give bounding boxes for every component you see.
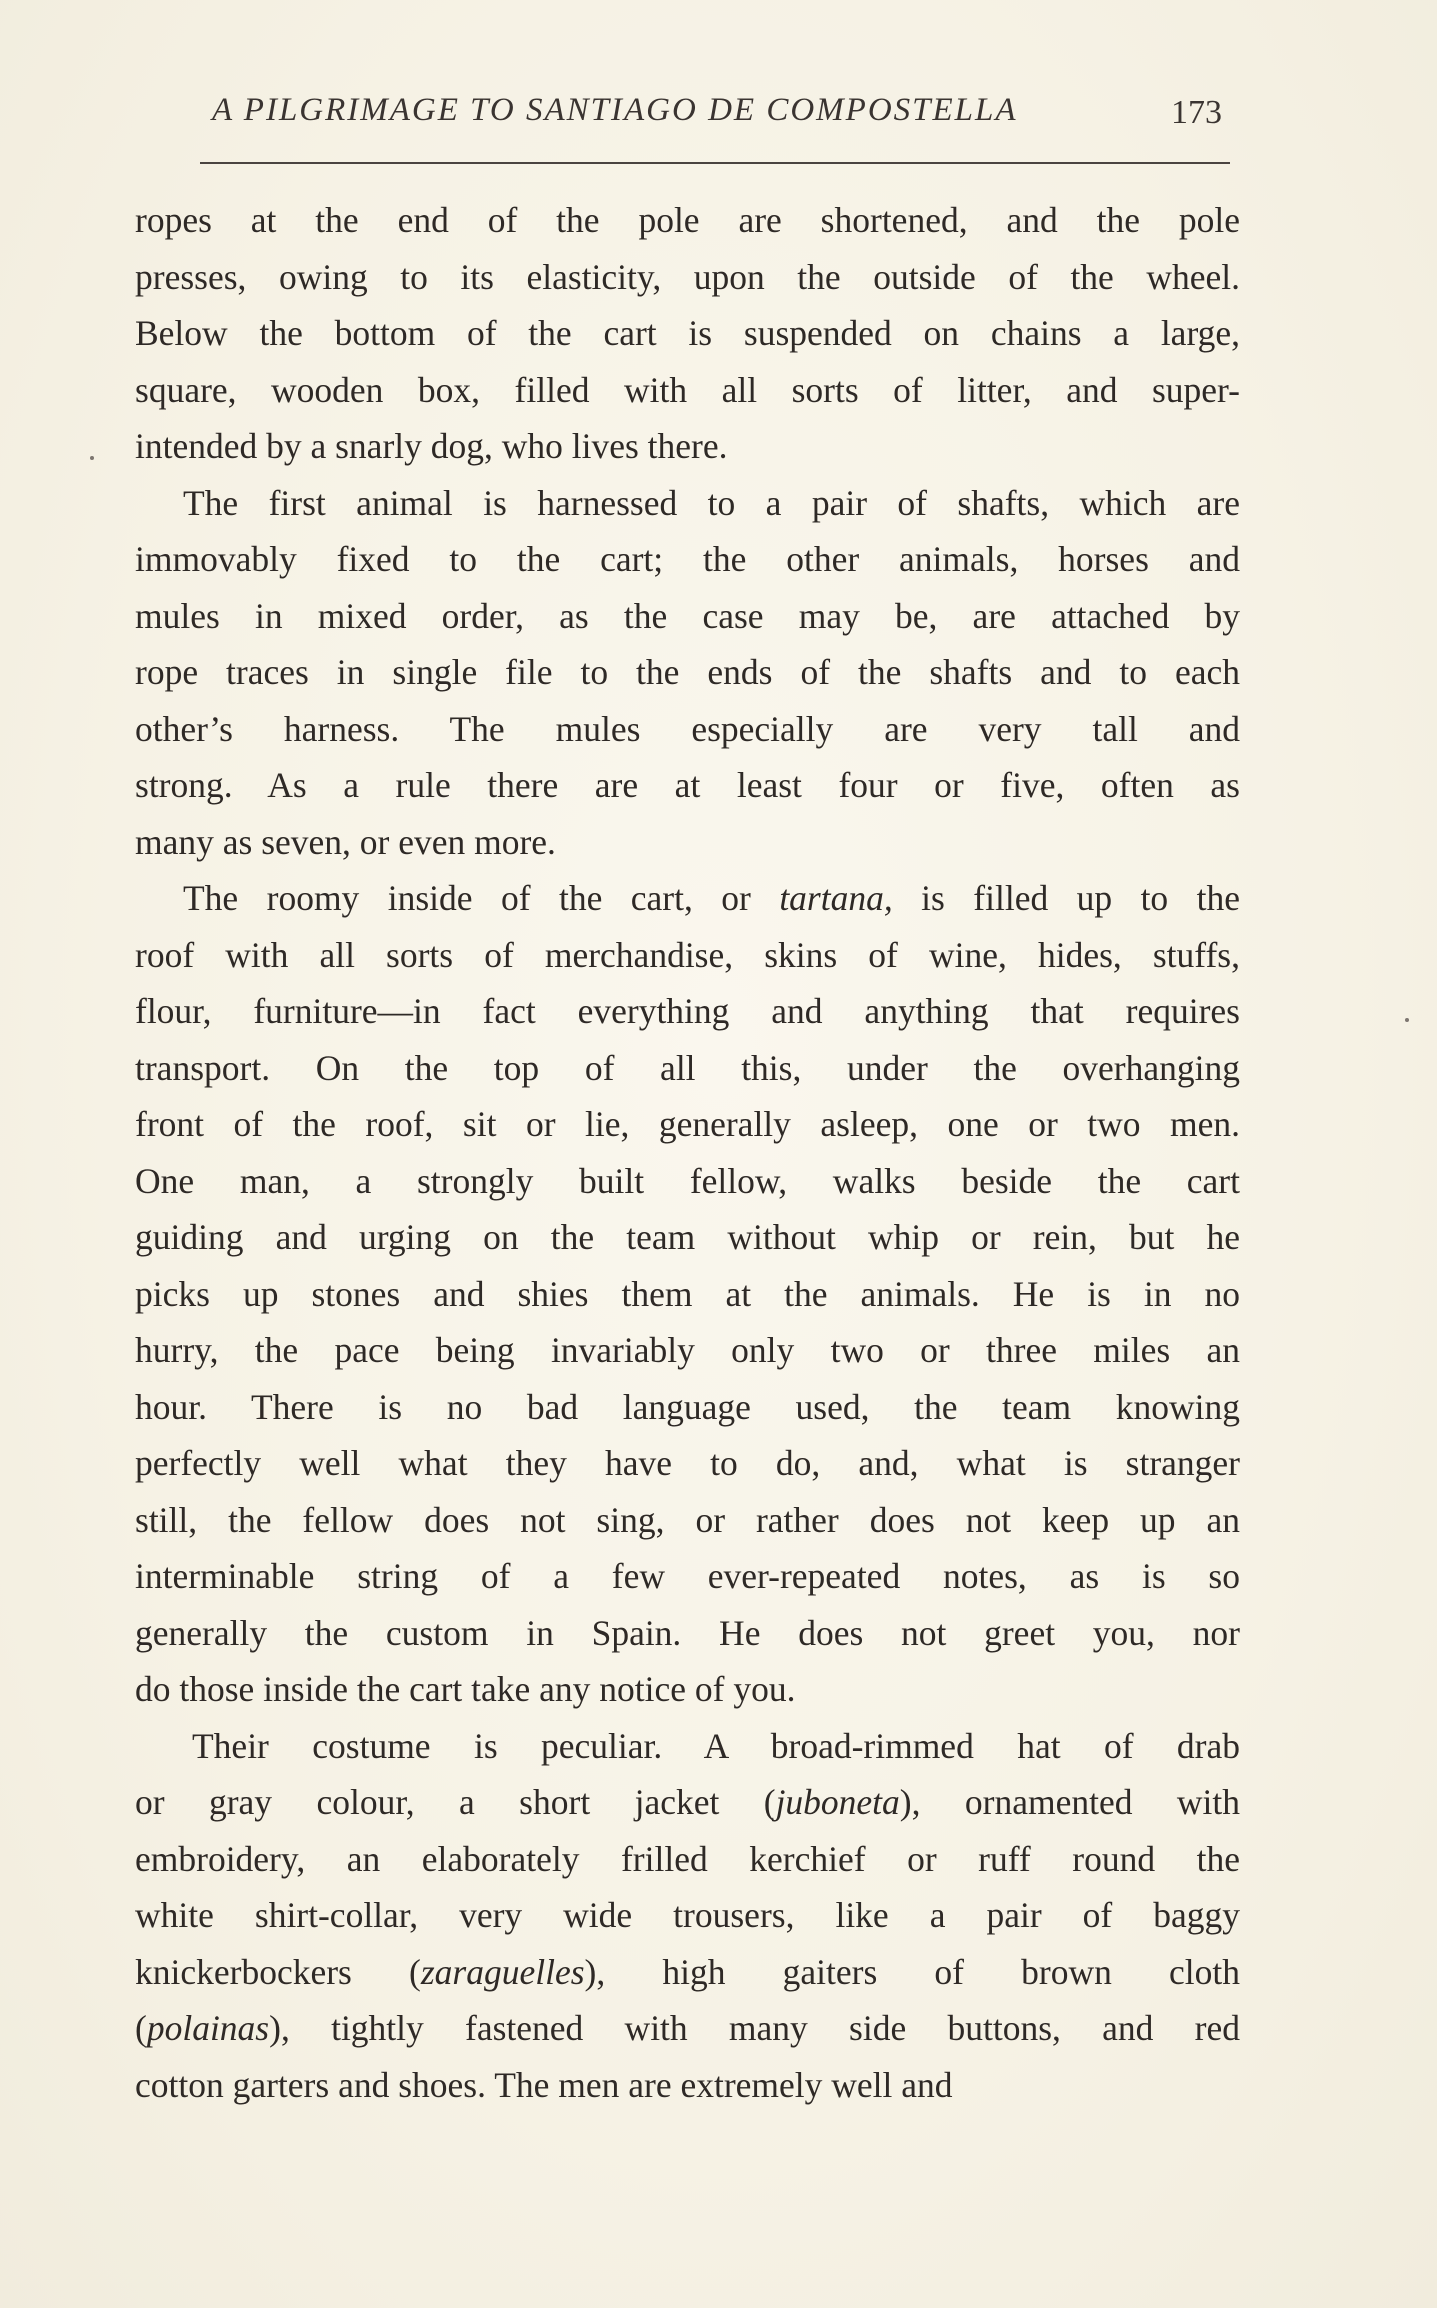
text-segment: guiding and urging on the team without whip or rein, but he	[135, 1217, 1240, 1257]
text-segment: interminable string of a few ever-repeated notes, as is so	[135, 1556, 1240, 1596]
text-line	[135, 475, 1240, 532]
text-segment: ropes at the end of the pole are shortened, and the pole	[135, 200, 1240, 240]
text-line	[135, 531, 1240, 588]
text-line	[135, 814, 1240, 871]
text-segment: perfectly well what they have to do, and, what is stranger	[135, 1443, 1240, 1483]
text-segment: rope traces in single file to the ends of the shafts and to each	[135, 652, 1240, 692]
text-segment: mules in mixed order, as the case may be, are attached by	[135, 595, 1240, 636]
text-segment: hurry, the pace being invariably only two or three miles an	[135, 1330, 1240, 1370]
paragraph	[135, 870, 1240, 1718]
text-segment: do those inside the cart take any notice of you.	[135, 1669, 796, 1709]
text-line	[135, 1605, 1240, 1662]
text-line	[135, 983, 1240, 1040]
header-rule	[200, 162, 1230, 164]
text-segment: One man, a strongly built fellow, walks beside the cart	[135, 1160, 1240, 1201]
text-segment: hour. There is no bad language used, the team knowing	[135, 1386, 1240, 1427]
text-line	[135, 1887, 1240, 1944]
text-line	[135, 192, 1240, 249]
text-line	[135, 1040, 1240, 1097]
text-segment: presses, owing to its elasticity, upon the outside of the wheel.	[135, 256, 1240, 297]
text-segment: is filled up to the	[892, 878, 1240, 918]
text-line	[135, 2057, 1240, 2114]
text-line	[135, 1209, 1240, 1266]
text-line	[135, 644, 1240, 701]
text-line	[135, 1153, 1240, 1210]
italic-term: zaraguelles	[420, 1951, 585, 1992]
text-segment: Below the bottom of the cart is suspended on chains a large,	[135, 313, 1240, 353]
paragraph	[135, 475, 1240, 871]
text-segment: front of the roof, sit or lie, generally asleep, one or two men.	[135, 1104, 1240, 1144]
text-segment: other’s harness. The mules especially are very tall and	[135, 708, 1240, 749]
text-segment: generally the custom in Spain. He does not greet you, nor	[135, 1612, 1240, 1653]
text-line	[135, 870, 1240, 927]
text-segment: white shirt-collar, very wide trousers, like a pair of baggy	[135, 1895, 1240, 1935]
text-line	[135, 249, 1240, 306]
text-segment: The first animal is harnessed to a pair of shafts, which are	[183, 482, 1240, 523]
italic-term: polainas	[146, 2008, 270, 2048]
italic-term: juboneta	[775, 1782, 900, 1822]
text-segment: Their costume is peculiar. A broad-rimmed hat of drab	[192, 1725, 1240, 1766]
text-line	[135, 1718, 1240, 1775]
text-line	[135, 1096, 1240, 1153]
text-line	[135, 701, 1240, 758]
running-head	[160, 92, 1240, 140]
italic-term: tartana,	[779, 878, 893, 918]
text-segment: or gray colour, a short jacket (	[135, 1782, 776, 1822]
text-segment: square, wooden box, filled with all sorts of litter, and super-	[135, 369, 1240, 410]
paragraph	[135, 1718, 1240, 2114]
text-segment: The roomy inside of the cart, or	[183, 878, 780, 918]
text-line	[135, 1831, 1240, 1888]
text-segment: intended by a snarly dog, who lives there.	[135, 426, 728, 466]
body-text	[135, 192, 1240, 2113]
text-line	[135, 1492, 1240, 1549]
text-line	[135, 1944, 1240, 2001]
text-line	[135, 305, 1240, 362]
text-segment: embroidery, an elaborately frilled kerchief or ruff round the	[135, 1838, 1240, 1879]
text-line	[135, 757, 1240, 814]
text-line	[135, 927, 1240, 984]
text-segment: ), ornamented with	[899, 1782, 1240, 1822]
text-line	[135, 362, 1240, 419]
text-segment: roof with all sorts of merchandise, skins of wine, hides, stuffs,	[135, 934, 1240, 975]
text-line	[135, 418, 1240, 475]
text-segment: ), tightly fastened with many side buttons, and red	[269, 2008, 1240, 2048]
running-title: A PILGRIMAGE TO SANTIAGO DE COMPOSTELLA	[212, 92, 1018, 128]
page-number: 173	[1171, 94, 1222, 131]
text-segment: still, the fellow does not sing, or rather does not keep up an	[135, 1499, 1240, 1540]
text-segment: cotton garters and shoes. The men are extremely well and	[135, 2064, 953, 2105]
text-line	[135, 1661, 1240, 1718]
text-line	[135, 2000, 1240, 2057]
text-segment: knickerbockers (	[135, 1951, 421, 1992]
text-line	[135, 588, 1240, 645]
text-segment: flour, furniture—in fact everything and anything that requires	[135, 991, 1240, 1031]
margin-speck	[90, 456, 94, 460]
text-segment: strong. As a rule there are at least four or five, often as	[135, 765, 1240, 805]
text-line	[135, 1774, 1240, 1831]
text-segment: (	[135, 2008, 147, 2048]
text-line	[135, 1435, 1240, 1492]
text-line	[135, 1379, 1240, 1436]
text-line	[135, 1322, 1240, 1379]
text-segment: transport. On the top of all this, under the overhanging	[135, 1047, 1240, 1088]
text-segment: immovably fixed to the cart; the other animals, horses and	[135, 539, 1240, 579]
text-segment: many as seven, or even more.	[135, 821, 556, 862]
paragraph	[135, 192, 1240, 475]
text-segment: picks up stones and shies them at the animals. He is in no	[135, 1273, 1240, 1314]
text-line	[135, 1548, 1240, 1605]
text-segment: ), high gaiters of brown cloth	[584, 1951, 1240, 1992]
text-line	[135, 1266, 1240, 1323]
margin-speck	[1405, 1018, 1409, 1022]
